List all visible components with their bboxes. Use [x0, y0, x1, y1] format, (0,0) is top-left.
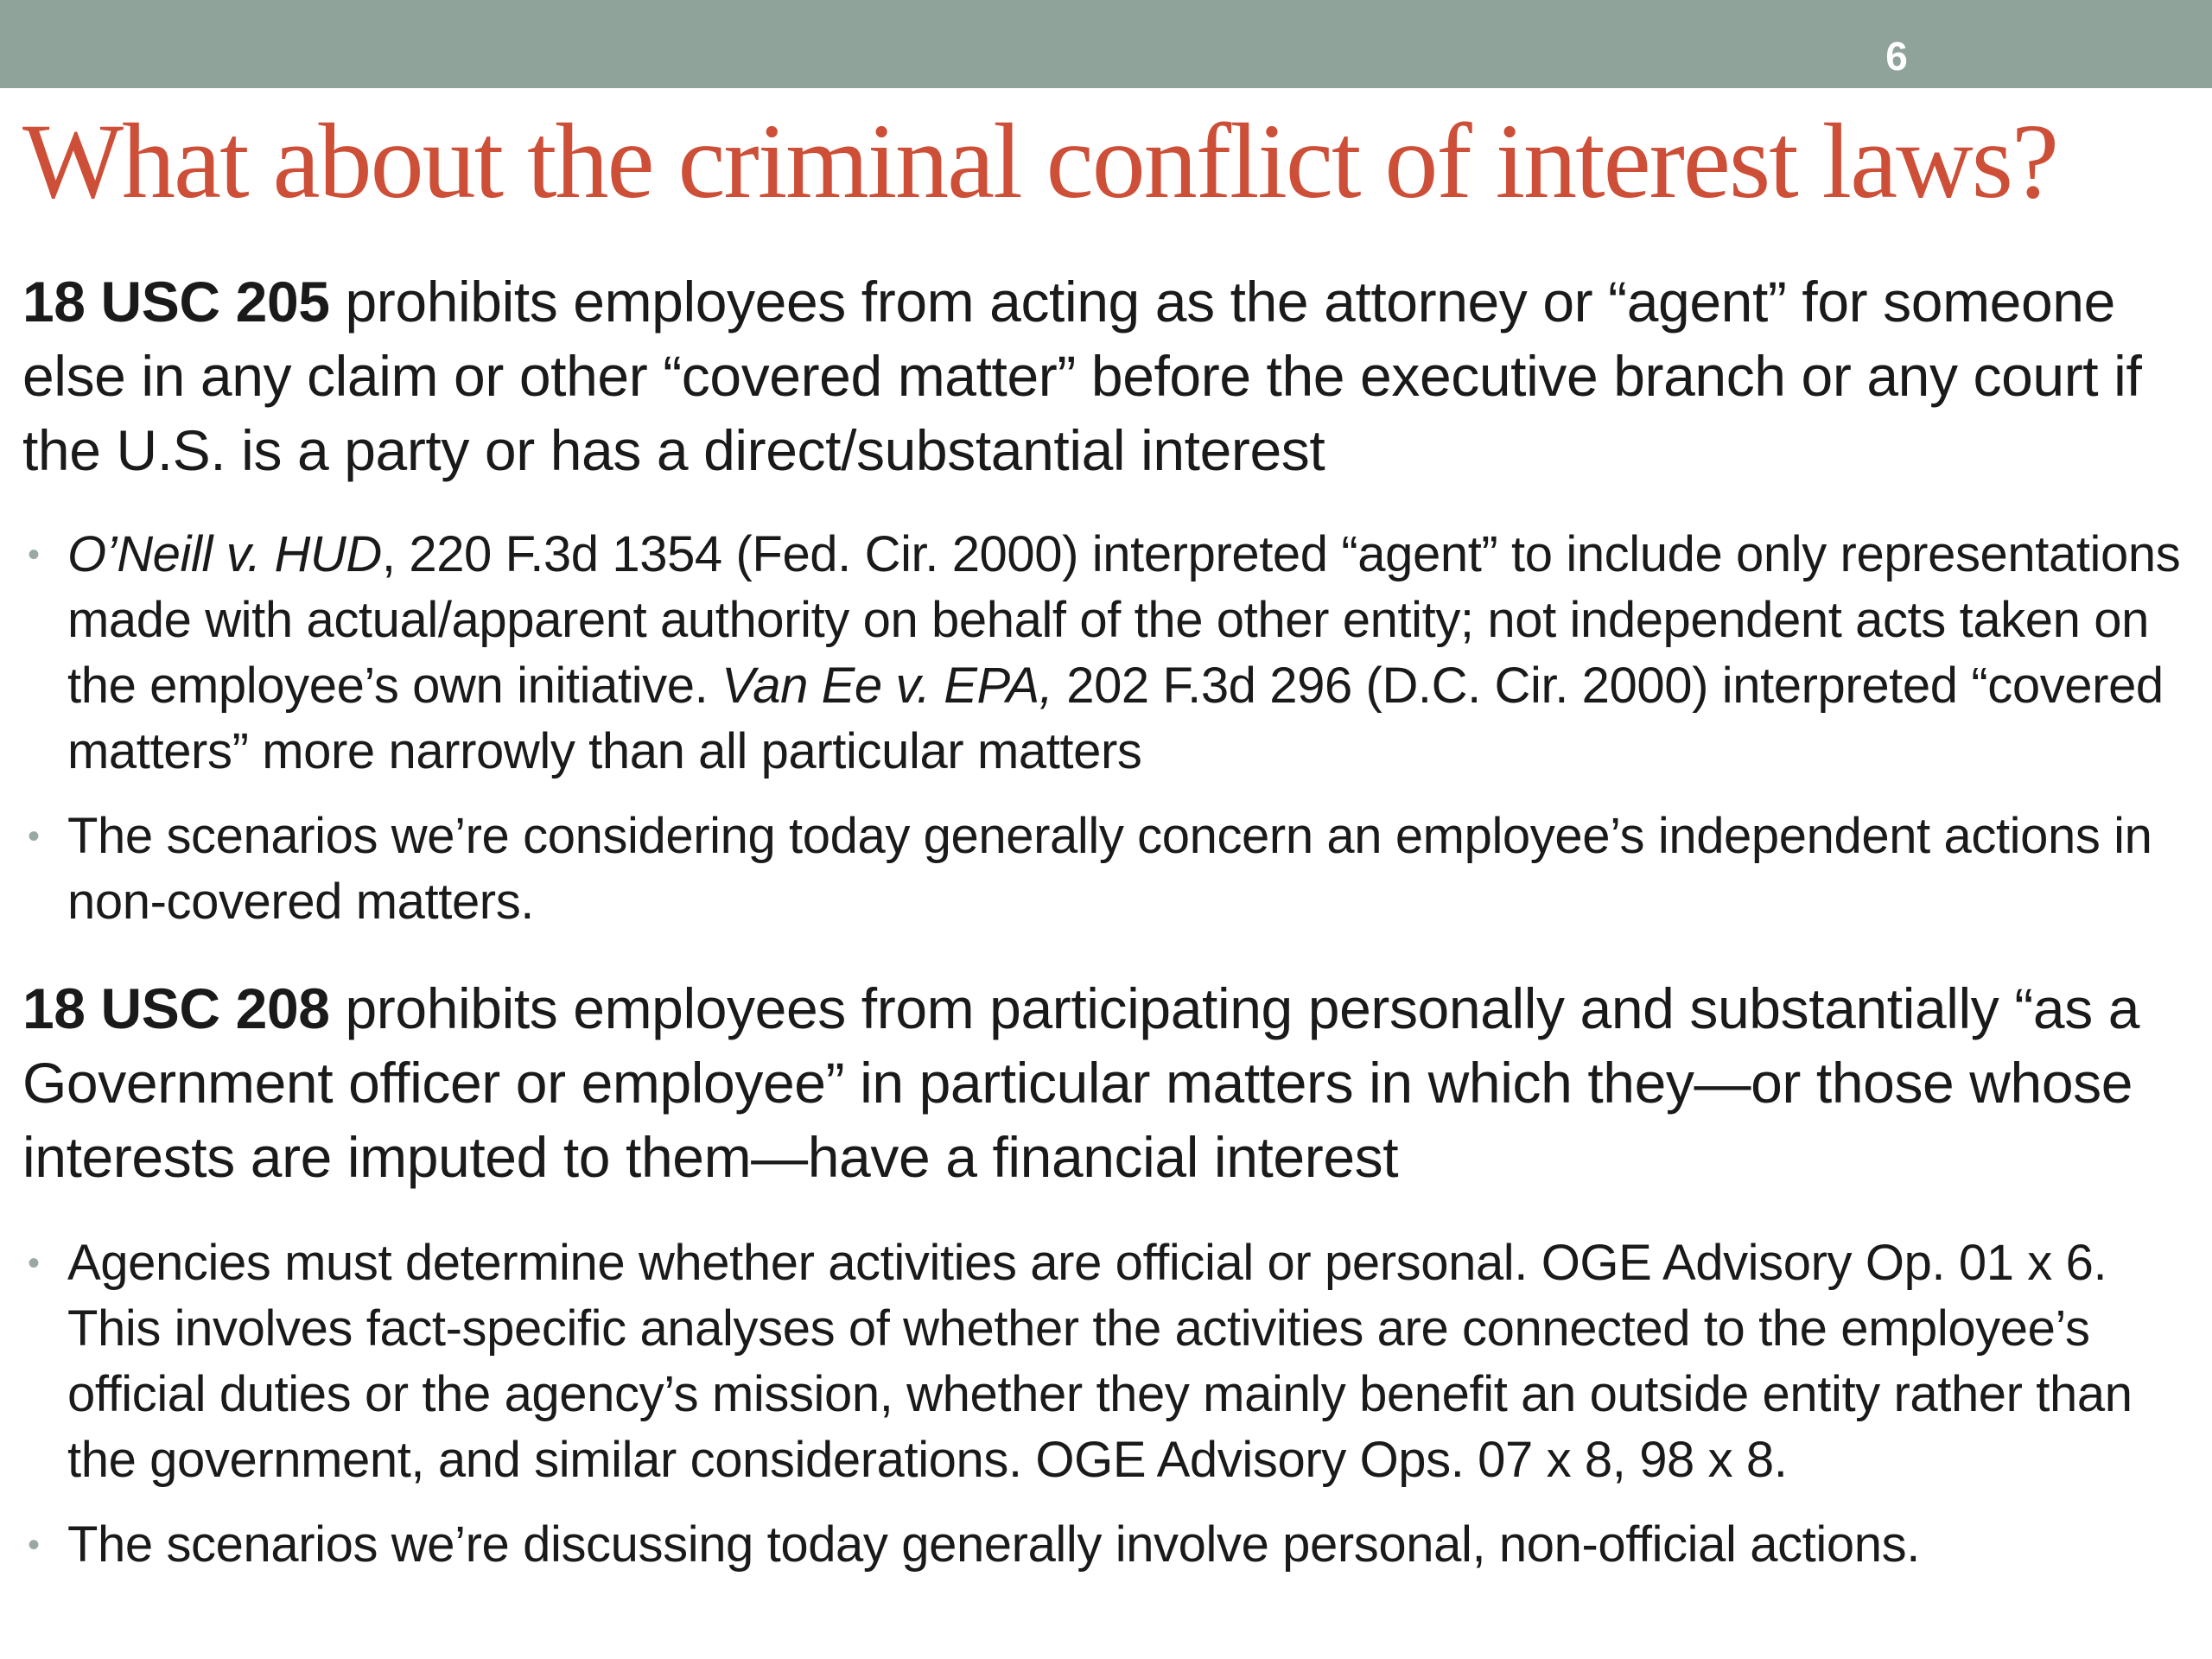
statute-208-label: 18 USC 208 [22, 976, 330, 1040]
bullet-scenarios-205 [22, 804, 2200, 935]
statute-205-bullets [22, 522, 2200, 935]
bullet-dot-icon: • [28, 1244, 40, 1282]
statute-208-paragraph [22, 971, 2200, 1194]
case-text-vanee: 202 F.3d 296 (D.C. Cir. 2000) interpreted “covered matters” more narrowly than all particular matters [67, 658, 2164, 779]
slide-body [22, 264, 2200, 1578]
bullet-scenarios-208 [22, 1512, 2200, 1578]
statute-208-text: prohibits employees from participating personally and substantially “as a Government officer or employee” in particular matters in which they—or those whose interests are imputed to them—have a financial interest [22, 976, 2140, 1189]
case-name-oneill: O’Neill v. HUD [67, 526, 382, 582]
statute-205-paragraph [22, 264, 2200, 487]
statute-205-text: prohibits employees from acting as the attorney or “agent” for someone else in any claim or other “covered matter” before the executive branch or any court if the U.S. is a party or has a direct/substantial interest [22, 270, 2142, 482]
slide-title: What about the criminal conflict of interest laws? [22, 102, 2057, 220]
bullet-dot-icon: • [28, 817, 40, 855]
slide-number: 6 [1885, 34, 1908, 79]
bullet-agencies-determine [22, 1230, 2200, 1493]
bullet-text: The scenarios we’re discussing today generally involve personal, non-official actions. [67, 1516, 1920, 1573]
bullet-dot-icon: • [28, 1526, 40, 1564]
bullet-text: Agencies must determine whether activities are official or personal. OGE Advisory Op. 01 x 6. This involves fact-specific analyses of whether the activities are connected to the employee’s official duties or the agency’s mission, whether they mainly benefit an outside entity rather than the government, and similar considerations. OGE Advisory Ops. 07 x 8, 98 x 8. [67, 1235, 2133, 1488]
bullet-dot-icon: • [28, 536, 40, 574]
header-bar [0, 0, 2212, 88]
case-name-vanee: Van Ee v. EPA, [721, 658, 1053, 714]
bullet-text: The scenarios we’re considering today generally concern an employee’s independent actions in non-covered matters. [67, 808, 2152, 930]
case-text-oneill: , 220 F.3d 1354 (Fed. Cir. 2000) interpreted “agent” to include only representations made with actual/apparent authority on behalf of the other entity; not independent acts taken on the employee’s own initiative. [67, 526, 2181, 714]
bullet-oneill-case [22, 522, 2200, 785]
statute-208-bullets [22, 1230, 2200, 1578]
statute-205-label: 18 USC 205 [22, 270, 330, 334]
